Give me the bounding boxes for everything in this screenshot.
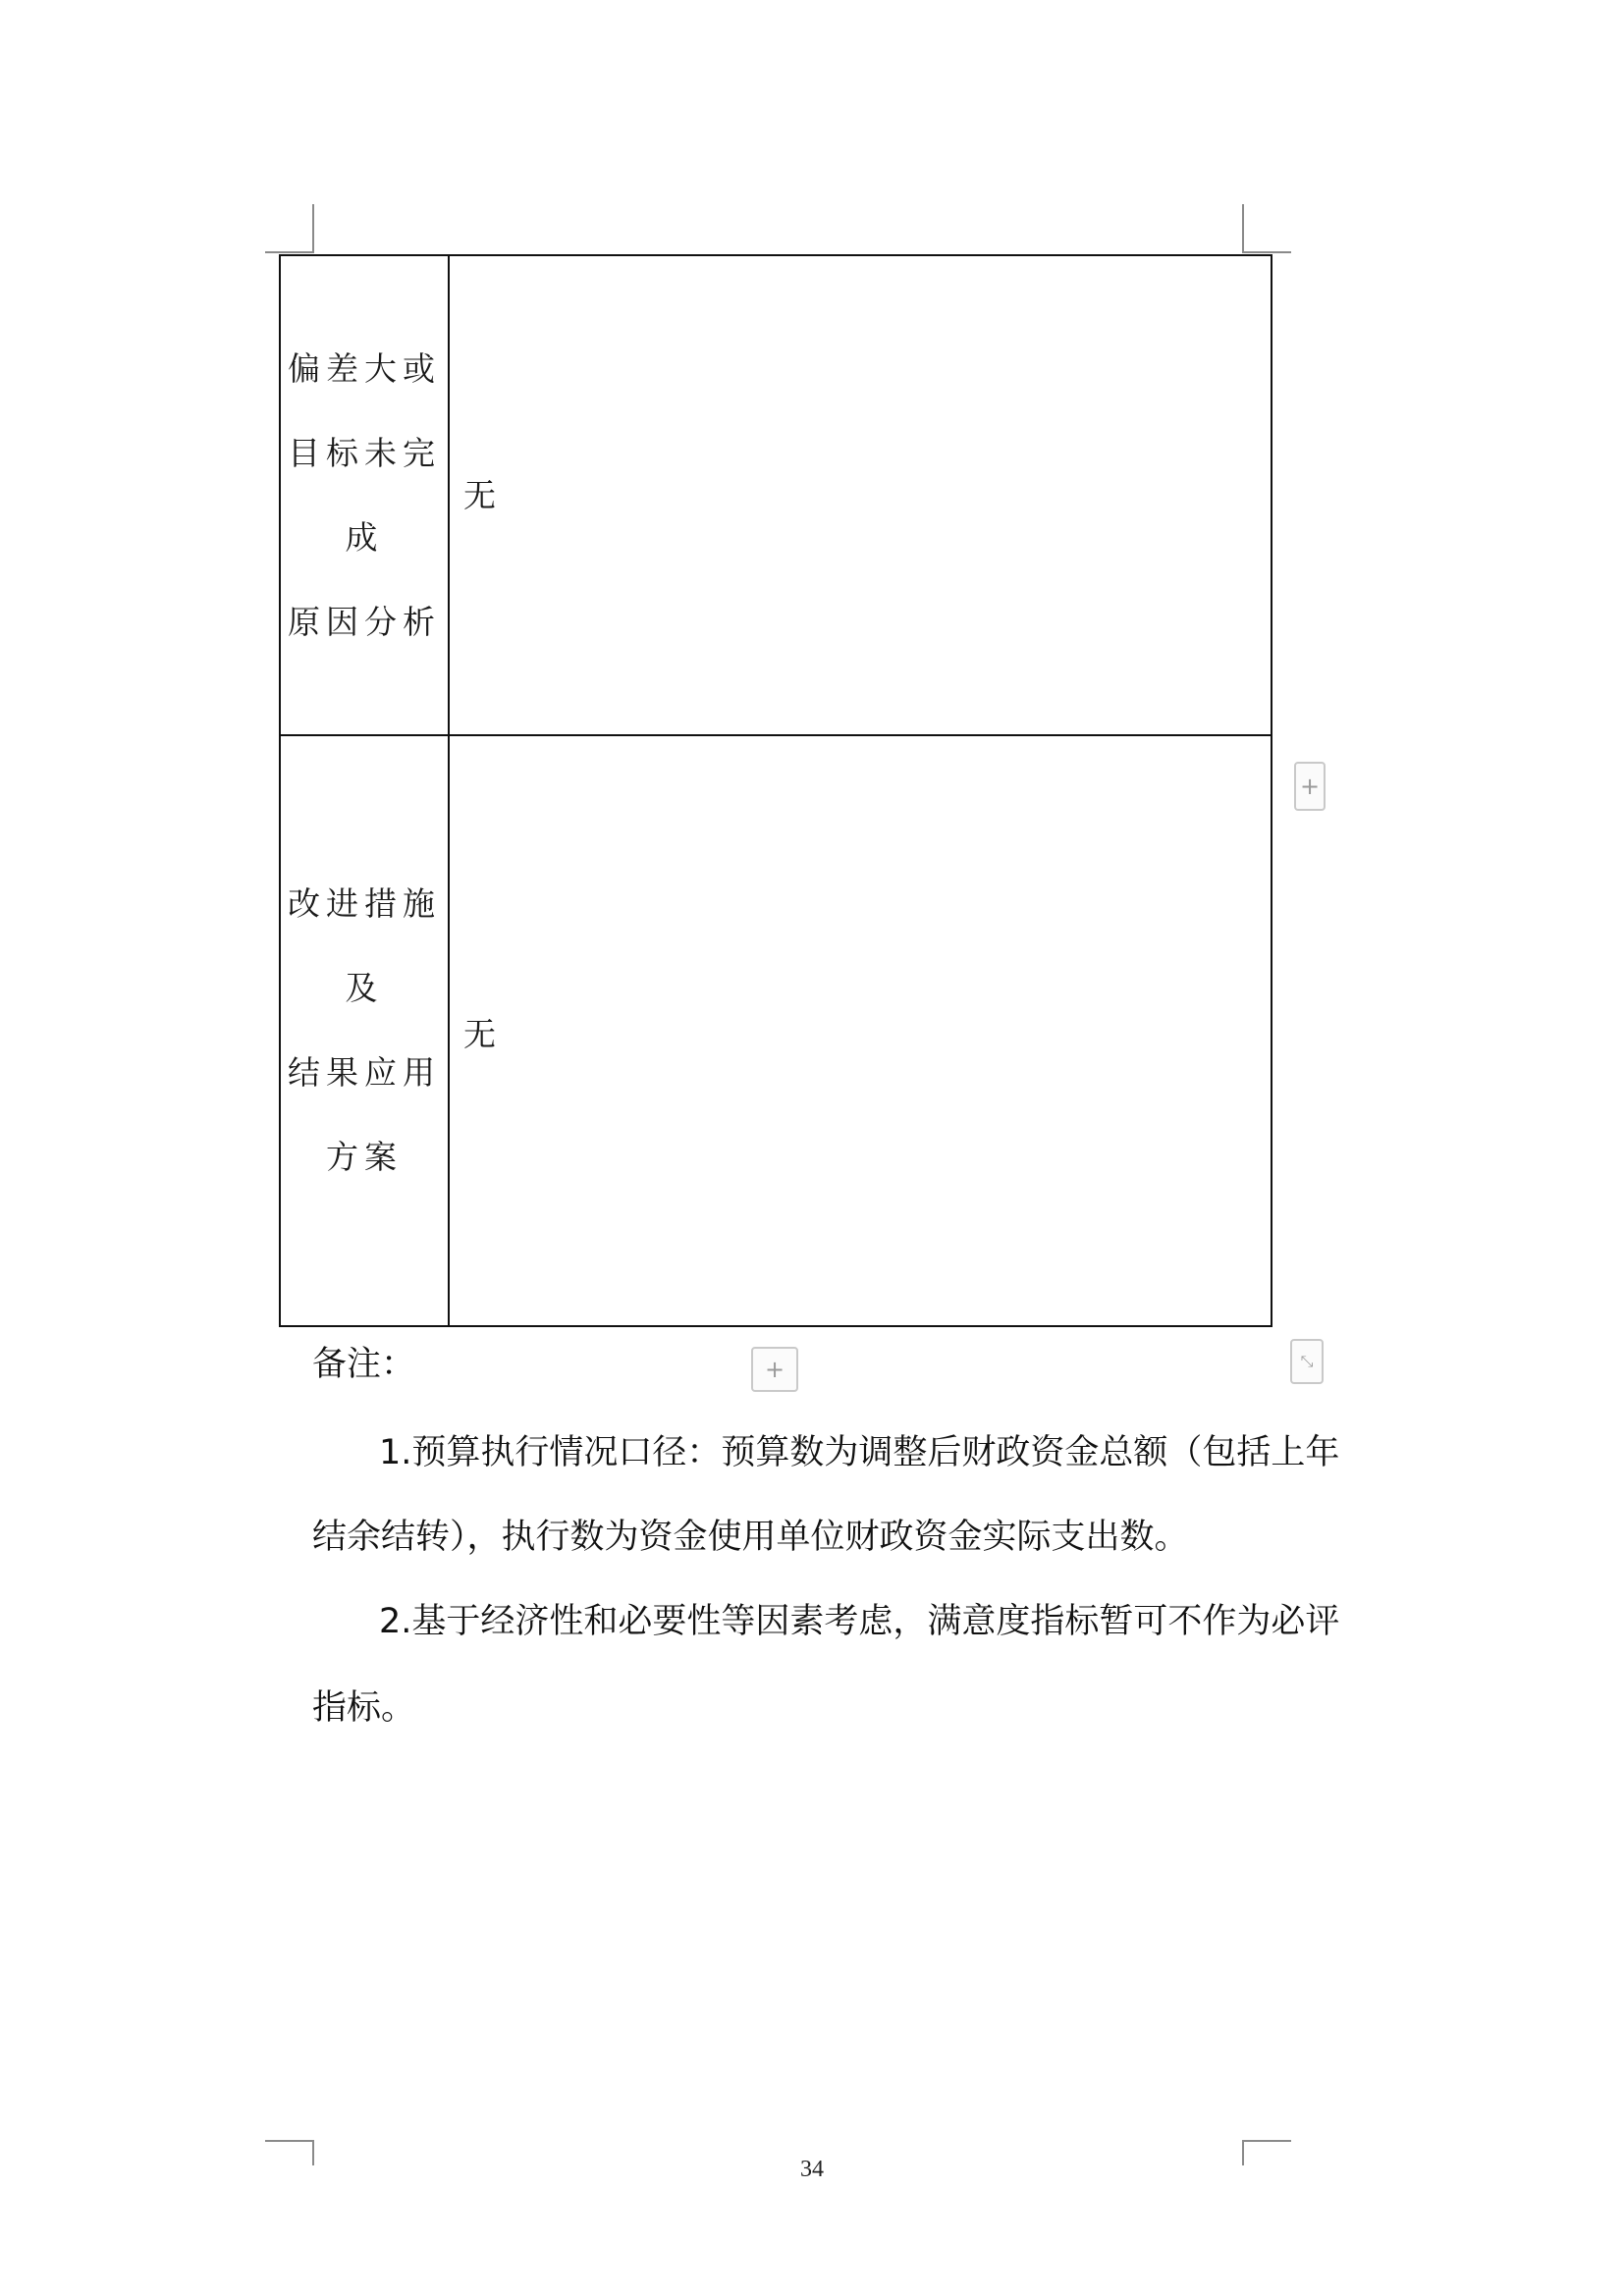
plus-icon: + xyxy=(764,1356,785,1383)
row-label-line: 成 xyxy=(345,517,384,557)
evaluation-table xyxy=(279,254,1272,1327)
crop-mark-top-right xyxy=(1242,204,1291,253)
row-value-text: 无 xyxy=(463,1015,496,1053)
table-resize-handle[interactable] xyxy=(1290,1339,1324,1384)
row-label-line: 改进措施 xyxy=(288,884,441,923)
row-value-text: 无 xyxy=(463,476,496,514)
notes-heading: 备注： xyxy=(312,1345,416,1384)
table-row-improvement-measures xyxy=(281,736,1271,1325)
add-row-button[interactable] xyxy=(751,1347,798,1392)
page-number: 34 xyxy=(800,2157,824,2182)
note-line: 指标。 xyxy=(312,1688,416,1728)
note-line: 2.基于经济性和必要性等因素考虑，满意度指标暂可不作为必评 xyxy=(379,1602,1340,1641)
row-label-cell xyxy=(281,256,450,734)
row-label-cell xyxy=(281,736,450,1325)
row-label-line: 及 xyxy=(345,969,384,1007)
note-line: 1.预算执行情况口径：预算数为调整后财政资金总额（包括上年 xyxy=(379,1433,1340,1472)
plus-icon: + xyxy=(1299,773,1321,800)
add-column-button[interactable] xyxy=(1294,762,1326,811)
row-label-line: 原因分析 xyxy=(288,602,441,641)
note-line: 结余结转），执行数为资金使用单位财政资金实际支出数。 xyxy=(312,1518,1189,1557)
row-label-line: 偏差大或 xyxy=(288,348,441,388)
resize-icon: ⤡ xyxy=(1300,1352,1314,1370)
row-value-cell[interactable] xyxy=(450,736,1271,1325)
row-label-line: 结果应用 xyxy=(288,1053,441,1092)
row-label-line: 目标未完 xyxy=(288,433,441,472)
row-value-cell[interactable] xyxy=(450,256,1271,734)
row-label-line: 方案 xyxy=(326,1138,403,1176)
crop-mark-top-left xyxy=(265,204,314,253)
table-row-deviation-analysis xyxy=(281,256,1271,736)
